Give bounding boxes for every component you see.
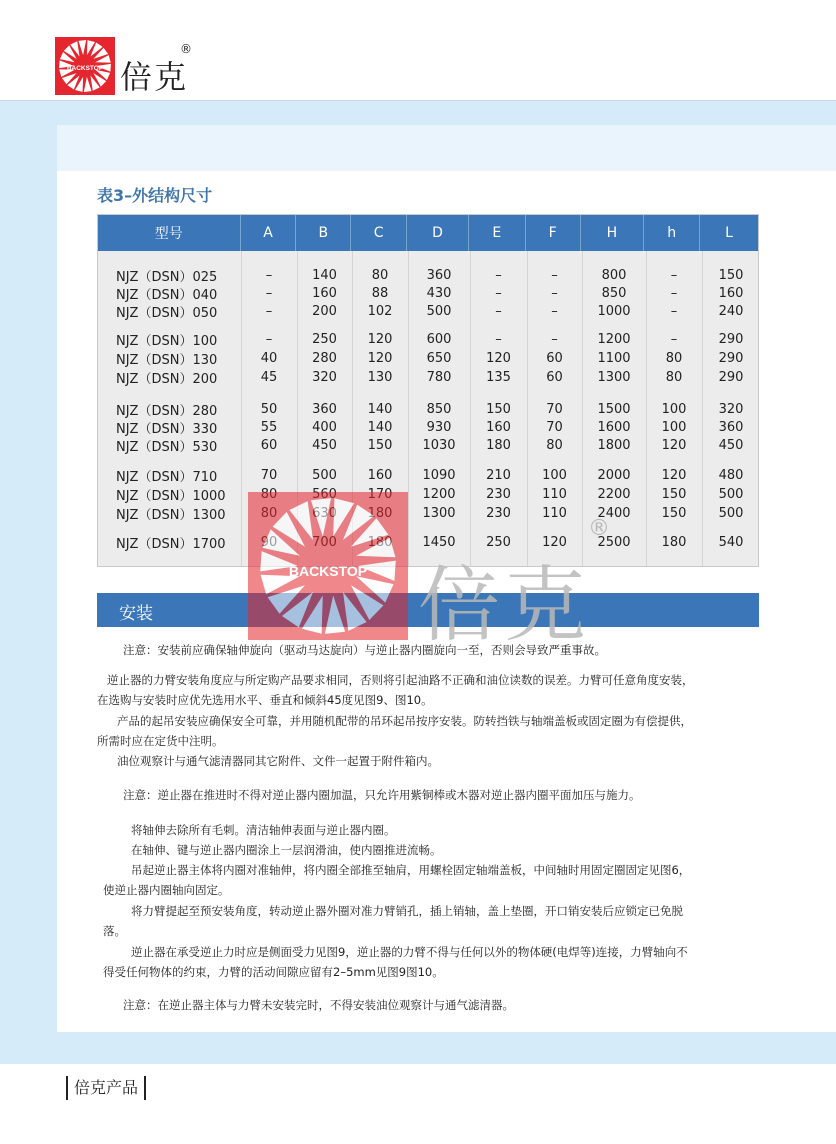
model-cell: NJZ（DSN）280 xyxy=(116,403,218,419)
value-cell: 230 xyxy=(486,505,511,521)
value-cell: 70 xyxy=(546,401,563,417)
table-row xyxy=(98,466,760,484)
table-title: 表3–外结构尺寸 xyxy=(97,186,213,205)
value-cell: 80 xyxy=(665,350,683,366)
logo-ray xyxy=(78,40,86,55)
watermark-brand-name: 倍克 xyxy=(418,558,591,653)
value-cell: 150 xyxy=(486,401,511,417)
panel-top-band xyxy=(57,125,836,171)
value-cell: 480 xyxy=(718,467,744,483)
install-paragraph-line: 得受任何物体的约束，力臂的活动间隙应留有2–5mm见图9图10。 xyxy=(103,965,444,979)
value-cell: 360 xyxy=(426,267,452,283)
value-cell: 160 xyxy=(718,285,744,301)
table-header-cell: F xyxy=(526,215,581,251)
table-header-cell: H xyxy=(581,215,645,251)
value-cell: – xyxy=(495,267,502,283)
value-cell: 500 xyxy=(718,505,744,521)
logo-text: BACKSTOP xyxy=(66,65,104,72)
value-cell: 320 xyxy=(312,369,337,385)
value-cell: 120 xyxy=(542,534,567,550)
table-header-cell: E xyxy=(469,215,526,251)
watermark-registered-mark: ® xyxy=(588,516,610,541)
model-cell: NJZ（DSN）100 xyxy=(116,333,218,349)
logo-ray xyxy=(84,77,92,92)
value-cell: 540 xyxy=(718,534,744,550)
value-cell: 210 xyxy=(486,467,511,483)
column-separator xyxy=(702,251,703,566)
value-cell: 150 xyxy=(367,437,393,453)
value-cell: 180 xyxy=(661,534,687,550)
install-paragraph-line: 将力臂提起至预安装角度，转动逆止器外圈对准力臂销孔，插上销轴，盖上垫圈，开口销安装后应锁定已免脱 xyxy=(131,904,683,918)
table-row xyxy=(98,302,760,320)
column-separator xyxy=(241,251,242,566)
value-cell: 70 xyxy=(260,467,278,483)
install-paragraph-line: 油位观察计与通气滤清器同其它附件、文件一起置于附件箱内。 xyxy=(117,754,439,768)
value-cell: 110 xyxy=(542,486,567,502)
brand-registered-mark: ® xyxy=(180,42,192,56)
model-cell: NJZ（DSN）130 xyxy=(116,352,218,368)
model-cell: NJZ（DSN）1000 xyxy=(116,488,226,504)
column-separator xyxy=(470,251,471,566)
value-cell: – xyxy=(265,285,273,301)
value-cell: 800 xyxy=(601,267,627,283)
table-row xyxy=(98,368,760,386)
value-cell: 120 xyxy=(486,350,511,366)
value-cell: 160 xyxy=(367,467,393,483)
model-cell: NJZ（DSN）530 xyxy=(116,439,218,455)
install-paragraph-line: 所需时应在定货中注明。 xyxy=(97,734,224,748)
value-cell: 250 xyxy=(486,534,511,550)
value-cell: 120 xyxy=(661,437,687,453)
value-cell: – xyxy=(551,285,558,301)
model-cell: NJZ（DSN）710 xyxy=(116,469,218,485)
watermark-backstop-icon xyxy=(248,492,408,640)
value-cell: 230 xyxy=(486,486,511,502)
value-cell: 55 xyxy=(260,419,278,435)
value-cell: 1450 xyxy=(422,534,456,550)
value-cell: 135 xyxy=(486,369,511,385)
value-cell: 1030 xyxy=(422,437,456,453)
table-row xyxy=(98,349,760,367)
value-cell: 1000 xyxy=(597,303,631,319)
table-row xyxy=(98,436,760,454)
value-cell: 140 xyxy=(312,267,337,283)
value-cell: 450 xyxy=(312,437,337,453)
value-cell: 50 xyxy=(260,401,278,417)
value-cell: 140 xyxy=(367,419,393,435)
value-cell: – xyxy=(670,285,678,301)
value-cell: 500 xyxy=(718,486,744,502)
table-header-cell: D xyxy=(407,215,469,251)
value-cell: 780 xyxy=(426,369,452,385)
table-header-cell: B xyxy=(296,215,351,251)
column-separator xyxy=(527,251,528,566)
value-cell: 2400 xyxy=(597,505,631,521)
value-cell: 100 xyxy=(661,419,687,435)
install-paragraph-line: 注意：安装前应确保轴伸旋向（驱动马达旋向）与逆止器内圈旋向一至，否则会导致严重事故。 xyxy=(123,643,606,657)
value-cell: 850 xyxy=(601,285,627,301)
model-cell: NJZ（DSN）1700 xyxy=(116,536,226,552)
install-paragraph-line: 逆止器在承受逆止力时应是侧面受力见图9，逆止器的力臂不得与任何以外的物体硬(电焊等)连接，力臂轴向不 xyxy=(131,945,688,959)
value-cell: – xyxy=(551,331,558,347)
value-cell: 45 xyxy=(260,369,278,385)
value-cell: – xyxy=(495,331,502,347)
value-cell: 1090 xyxy=(422,467,456,483)
value-cell: – xyxy=(670,331,678,347)
table-row xyxy=(98,418,760,436)
value-cell: 280 xyxy=(312,350,337,366)
value-cell: 140 xyxy=(367,401,393,417)
value-cell: 100 xyxy=(542,467,567,483)
value-cell: 150 xyxy=(661,486,687,502)
value-cell: 2500 xyxy=(597,534,631,550)
value-cell: 500 xyxy=(426,303,452,319)
value-cell: 360 xyxy=(312,401,337,417)
value-cell: 430 xyxy=(426,285,452,301)
brand-logo xyxy=(55,37,115,95)
table-header-cell: 型号 xyxy=(98,215,241,251)
value-cell: – xyxy=(265,303,273,319)
table-header-cell: C xyxy=(351,215,407,251)
value-cell: 1800 xyxy=(597,437,631,453)
value-cell: 88 xyxy=(371,285,389,301)
value-cell: 930 xyxy=(426,419,452,435)
value-cell: 110 xyxy=(542,505,567,521)
brand-name: 倍克 xyxy=(120,58,189,96)
value-cell: – xyxy=(670,303,678,319)
table-header-cell: h xyxy=(644,215,700,251)
value-cell: 60 xyxy=(260,437,278,453)
watermark-logo xyxy=(248,492,408,640)
value-cell: 650 xyxy=(426,350,452,366)
install-paragraph-line: 产品的起吊安装应确保安全可靠，并用随机配带的吊环起吊按序安装。防转挡铁与轴端盖板或固定圈为有偿提供， xyxy=(117,714,692,728)
value-cell: 120 xyxy=(661,467,687,483)
value-cell: 450 xyxy=(718,437,744,453)
table-row xyxy=(98,266,760,284)
value-cell: 1500 xyxy=(597,401,631,417)
value-cell: 200 xyxy=(312,303,337,319)
value-cell: 400 xyxy=(312,419,337,435)
value-cell: 60 xyxy=(546,350,563,366)
model-cell: NJZ（DSN）1300 xyxy=(116,507,226,523)
value-cell: – xyxy=(495,303,502,319)
value-cell: – xyxy=(670,267,678,283)
model-cell: NJZ（DSN）050 xyxy=(116,305,218,321)
value-cell: 60 xyxy=(546,369,563,385)
value-cell: 320 xyxy=(718,401,744,417)
column-separator xyxy=(408,251,409,566)
model-cell: NJZ（DSN）200 xyxy=(116,371,218,387)
table-row xyxy=(98,504,760,522)
value-cell: 160 xyxy=(486,419,511,435)
value-cell: 70 xyxy=(546,419,563,435)
install-paragraph-line: 注意：逆止器在推进时不得对逆止器内圈加温，只允许用紫铜棒或木器对逆止器内圈平面加压与施力。 xyxy=(123,788,641,802)
value-cell: 1600 xyxy=(597,419,631,435)
table-row xyxy=(98,284,760,302)
footer-label: 倍克产品 xyxy=(66,1076,146,1100)
install-paragraph-line: 逆止器的力臂安装角度应与所定购产品要求相同，否则将引起油路不正确和油位读数的误差。力臂可任意角度安装， xyxy=(107,673,694,687)
install-paragraph-line: 在选购与安装时应优先选用水平、垂直和倾斜45度见图9、图10。 xyxy=(97,693,433,707)
column-separator xyxy=(646,251,647,566)
value-cell: 2200 xyxy=(597,486,631,502)
value-cell: 360 xyxy=(718,419,744,435)
value-cell: – xyxy=(551,303,558,319)
value-cell: 290 xyxy=(718,369,744,385)
value-cell: 150 xyxy=(718,267,744,283)
model-cell: NJZ（DSN）330 xyxy=(116,421,218,437)
value-cell: – xyxy=(265,331,273,347)
value-cell: 290 xyxy=(718,350,744,366)
install-paragraph-line: 将轴伸去除所有毛刺。清洁轴伸表面与逆止器内圈。 xyxy=(131,823,396,837)
value-cell: 40 xyxy=(260,350,278,366)
value-cell: 150 xyxy=(661,505,687,521)
value-cell: 1300 xyxy=(422,505,456,521)
table-header-cell: L xyxy=(725,225,733,241)
value-cell: 80 xyxy=(665,369,683,385)
value-cell: – xyxy=(551,267,558,283)
table-header-row xyxy=(98,215,758,251)
value-cell: 850 xyxy=(426,401,452,417)
value-cell: 2000 xyxy=(597,467,631,483)
value-cell: 102 xyxy=(367,303,393,319)
value-cell: 80 xyxy=(546,437,563,453)
install-paragraph-line: 在轴伸、键与逆止器内圈涂上一层润滑油，使内圈推进流畅。 xyxy=(131,843,442,857)
value-cell: 120 xyxy=(367,331,393,347)
column-separator xyxy=(582,251,583,566)
install-paragraph-line: 注意：在逆止器主体与力臂未安装完时，不得安装油位观察计与通气滤清器。 xyxy=(123,998,514,1012)
install-paragraph-line: 吊起逆止器主体将内圈对准轴伸，将内圈全部推至轴肩，用螺栓固定轴端盖板，中间轴时用固定圈固定见图6， xyxy=(131,863,691,877)
value-cell: 1300 xyxy=(597,369,631,385)
value-cell: 600 xyxy=(426,331,452,347)
value-cell: 500 xyxy=(312,467,337,483)
value-cell: 130 xyxy=(367,369,393,385)
value-cell: 100 xyxy=(661,401,687,417)
table-header-cell: A xyxy=(241,215,297,251)
watermark-logo-text: BACKSTOP xyxy=(288,563,368,579)
install-section-title: 安装 xyxy=(119,604,153,624)
value-cell: 120 xyxy=(367,350,393,366)
install-paragraph-line: 使逆止器内圈轴向固定。 xyxy=(103,883,230,897)
value-cell: 250 xyxy=(312,331,337,347)
table-row xyxy=(98,330,760,348)
value-cell: – xyxy=(495,285,502,301)
dimension-table xyxy=(97,214,759,567)
value-cell: 160 xyxy=(312,285,337,301)
value-cell: 80 xyxy=(371,267,389,283)
value-cell: 240 xyxy=(718,303,744,319)
model-cell: NJZ（DSN）025 xyxy=(116,269,218,285)
install-paragraph-line: 落。 xyxy=(103,924,126,938)
table-row xyxy=(98,400,760,418)
backstop-logo-icon xyxy=(55,37,115,95)
table-row xyxy=(98,485,760,503)
value-cell: 290 xyxy=(718,331,744,347)
value-cell: 1100 xyxy=(597,350,631,366)
value-cell: 180 xyxy=(486,437,511,453)
model-cell: NJZ（DSN）040 xyxy=(116,287,218,303)
value-cell: 1200 xyxy=(422,486,456,502)
value-cell: – xyxy=(265,267,273,283)
value-cell: 1200 xyxy=(597,331,631,347)
